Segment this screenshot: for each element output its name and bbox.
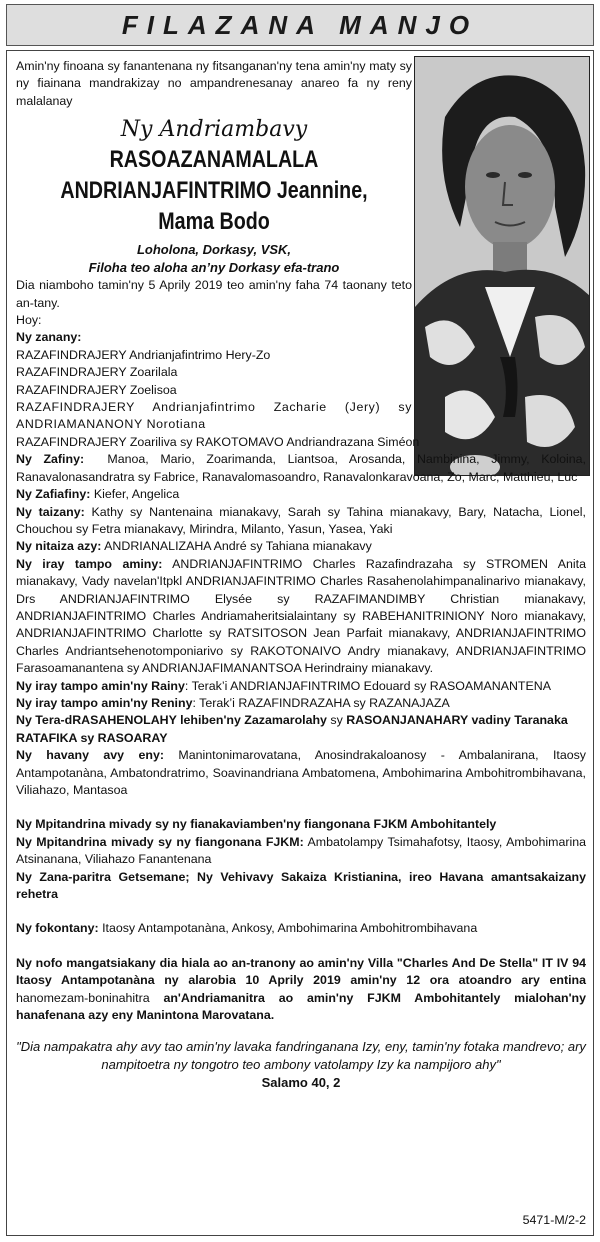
taizany-label: Ny taizany: xyxy=(16,504,85,519)
mpitandrina1 xyxy=(16,816,586,833)
deceased-name-line2: ANDRIANJAFINTRIMO Jeannine, xyxy=(60,177,368,205)
deceased-role-line1: Loholona, Dorkasy, VSK, xyxy=(136,242,292,258)
zafiafiny-text: Kiefer, Angelica xyxy=(93,487,180,502)
zafiafiny-label: Ny Zafiafiny: xyxy=(16,487,91,502)
mpitandrina1-text: Ny Mpitandrina mivady sy ny fianakaviamben'ny fiangonana FJKM Ambohitantely xyxy=(16,817,497,832)
tera-section xyxy=(16,712,586,747)
zafiny-text: Manoa, Mario, Zoarimanda, Liantsoa, Arosanda, Nambinina, Jimmy, Koloina, Ranavalonasandratra sy Fabrice, Ranavalomasoandro, Ranavalonkaravoana, Zo, Marc, Matthieu, Luc xyxy=(16,452,586,484)
funeral-bold1: Ny nofo mangatsiakany dia hiala ao an-tranony ao amin'ny Villa "Charles And De Stella" IT IV 94 Itaosy Antampotanàna ny alarobia 10 Aprily 2019 amin'ny 12 ora atoandro ary entina xyxy=(16,955,586,988)
iray-tampo-section xyxy=(16,556,586,678)
fokontany-label: Ny fokontany: xyxy=(16,921,99,936)
zanany-line-1: RAZAFINDRAJERY Andrianjafintrimo Hery-Zo xyxy=(16,347,271,362)
deceased-name-line1: RASOAZANAMALALA xyxy=(109,146,319,174)
zafiny-section xyxy=(16,451,586,486)
taizany-text: Kathy sy Nantenaina mianakavy, Sarah sy Tahina mianakavy, Bary, Natacha, Lionel, Chouchou sy Fetra mianakavy, Mirindra, Milanto, Yasun, Yasea, Yaki xyxy=(16,504,586,536)
funeral-bold2: an'Andriamanitra ao amin'ny FJKM Ambohitantely mialohan'ny hanafenana azy eny Manintona Marovatana. xyxy=(16,990,586,1023)
intro-text: Amin'ny finoana sy fanantenana ny fitsanganan'ny tena amin'ny maty sy ny fiainana mandrakizay no ampandrenesanay anareo fa ny reny malalanay xyxy=(16,59,412,108)
rainy-text: : Terak’i ANDRIANJAFINTRIMO Edouard sy RASOAMANANTENA xyxy=(184,678,551,693)
zanany-line-5: RAZAFINDRAJERY Zoariliva sy RAKOTOMAVO Andriandrazana Siméon xyxy=(16,434,420,449)
zafiafiny-section xyxy=(16,486,586,503)
havany-text: Manintonimarovatana, Anosindrakaloanosy - Ambalanirana, Itaosy Antampotanàna, Ambatondratrimo, Soavinandriana Ambatomena, Ambohimarina Ambohitrombihavana, Viliahazo, Mantasoa xyxy=(16,748,586,797)
funeral-section xyxy=(16,955,586,1025)
zafiny-label: Ny Zafiny: xyxy=(16,452,85,467)
hoy-label: Hoy: xyxy=(16,313,42,328)
reniny-section xyxy=(16,695,586,712)
zanany-line-4: RAZAFINDRAJERY Andrianjafintrimo Zacharie (Jery) sy ANDRIAMANANONY Norotiana xyxy=(16,400,412,432)
zana-paritra-text: Ny Zana-paritra Getsemane; Ny Vehivavy Sakaiza Kristianina, ireo Havana amantsakaizany rehetra xyxy=(16,869,586,902)
zanany-section xyxy=(16,329,586,451)
verse-reference: Salamo 40, 2 xyxy=(261,1075,341,1091)
nitaiza-label: Ny nitaiza azy: xyxy=(16,539,102,554)
iray-tampo-text: ANDRIANJAFINTRIMO Charles Razafindrazaha sy STROMEN Anita mianakavy, Vady navelan'Itpkl ANDRIANJAFINTRIMO Charles Rasahenolahimpanalinarivo mianakavy, Drs ANDRIANJAFINTRIMO Elysée sy RAZAFIMANDIMBY Christian mianakavy, ANDRIANJAFINTRIMO Charles Andriamaheritsialaintany sy RABEHANITRINIONY Noro mianakavy, ANDRIANJAFINTRIMO Charlotte sy RATSITOSON Jean Parfait mianakavy, ANDRIANJAFINTRIMO Charles Andriantsehenotomponiarivo sy RAKOTONAIVO Andry mianakavy, ANDRIANJAFINTRIMO Farasoamanantena sy ANDRIANJAFIMANANTSOA Herindrainy mianakavy. xyxy=(16,556,586,676)
zanany-label: Ny zanany: xyxy=(16,330,82,345)
tera-part1: Ny Tera-dRASAHENOLAHY lehiben'ny Zazamarolahy xyxy=(16,713,327,728)
zanany-line-2: RAZAFINDRAJERY Zoarilala xyxy=(16,365,178,380)
deceased-name-line3: Mama Bodo xyxy=(158,208,270,236)
bible-verse: "Dia nampakatra ahy avy tao amin'ny lavaka fandringanana Izy, eny, tamin'ny fotaka mandrevo; ary nampitoetra ny tongotro teo ambony vatolampy Izy ka nampijoro ahy" xyxy=(16,1039,586,1073)
fokontany-section xyxy=(16,920,586,937)
rainy-section xyxy=(16,678,586,695)
reniny-text: : Terak’i RAZAFINDRAZAHA sy RAZANAJAZA xyxy=(192,695,450,710)
iray-tampo-label: Ny iray tampo aminy: xyxy=(16,556,163,571)
reniny-label: Ny iray tampo amin'ny Reniny xyxy=(16,695,193,710)
mpitandrina2-section xyxy=(16,834,586,869)
header-banner xyxy=(6,4,594,46)
mpitandrina2-label: Ny Mpitandrina mivady sy ny fiangonana FJKM: xyxy=(16,834,304,849)
honorific: Ny Andriambavy xyxy=(120,117,308,143)
tera-sy: sy xyxy=(326,713,347,728)
death-notice: Dia niamboho tamin'ny 5 Aprily 2019 teo amin'ny faha 74 taonany teto an-tany. xyxy=(16,278,412,310)
nitaiza-text: ANDRIANALIZAHA André sy Tahiana mianakavy xyxy=(104,539,372,554)
havany-label: Ny havany avy eny: xyxy=(16,748,164,763)
rainy-label: Ny iray tampo amin'ny Rainy xyxy=(16,678,185,693)
taizany-section xyxy=(16,504,586,539)
tera-part2: RASOANJANAHARY vadiny Taranaka RATAFIKA sy RASOARAY xyxy=(16,713,568,745)
mpitandrina2-text: Ambatolampy Tsimahafotsy, Itaosy, Ambohimarina Atsinanana, Viliahazo Fanantenana xyxy=(16,834,587,867)
funeral-normal: hanomezam-boninahitra xyxy=(16,990,164,1005)
fokontany-text: Itaosy Antampotanàna, Ankosy, Ambohimarina Ambohitrombihavana xyxy=(102,921,478,936)
havany-section xyxy=(16,747,586,799)
deceased-role-line2: Filoha teo aloha an’ny Dorkasy efa-trano xyxy=(88,260,340,276)
notice-body xyxy=(16,58,586,1092)
nitaiza-section xyxy=(16,538,586,555)
ad-code: 5471-M/2-2 xyxy=(522,1213,586,1227)
zanany-line-3: RAZAFINDRAJERY Zoelisoa xyxy=(16,382,177,397)
header-title: FILAZANA MANJO xyxy=(121,9,479,40)
zana-paritra xyxy=(16,869,586,904)
